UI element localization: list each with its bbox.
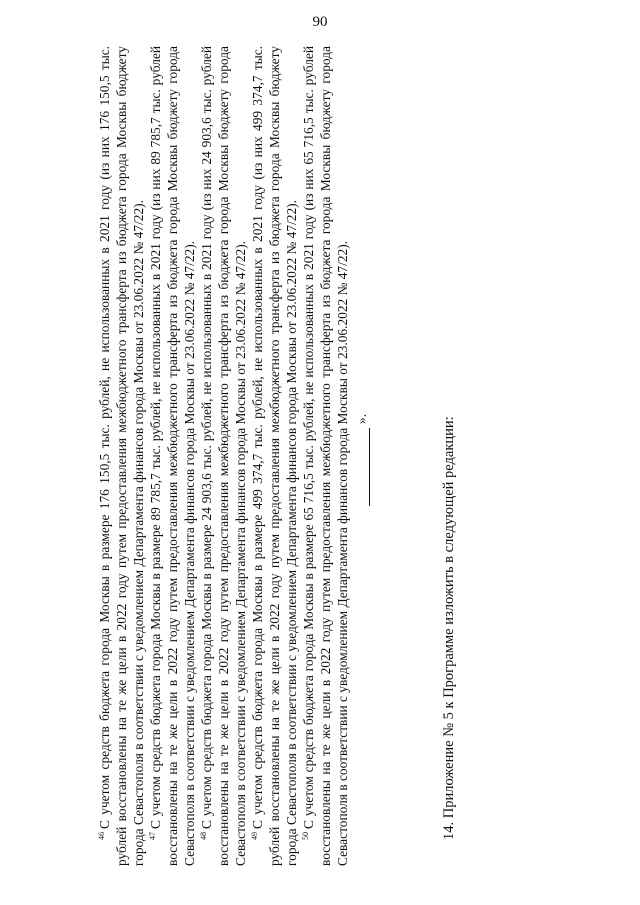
footnote-number: 49 [249,832,259,840]
rotated-content [96,46,556,866]
page-number: 90 [312,14,328,30]
footnote-text: С учетом средств бюджета города Москвы в размере 65 716,5 тыс. рублей, не использованных в 2021 году (из них 65 716,5 тыс. рублей восстановлены на те же цели в 2022 году путем предоставления межбюджетного трансферта из бюджета города Москвы бюджету города Севастополя в соответствии с уведомлением Департамента финансов города Москвы от 23.06.2022 № 47/22). [301,46,350,866]
footnote-text: С учетом средств бюджета города Москвы в размере 176 150,5 тыс. рублей, не использованных в 2021 году (из них 176 150,5 тыс. рублей восстановлены на те же цели в 2022 году путем предоставления межбюджетного трансферта из бюджета города Москвы бюджету города Севастополя в соответствии с уведомлением Департамента финансов города Москвы от 23.06.2022 № 47/22). [97,46,146,866]
footnote-48 [198,46,249,866]
footnote-47 [147,46,198,866]
footnote-49 [249,46,300,866]
footnote-text: С учетом средств бюджета города Москвы в размере 89 785,7 тыс. рублей, не использованных в 2021 году (из них 89 785,7 тыс. рублей восстановлены на те же цели в 2022 году путем предоставления межбюджетного трансферта из бюджета города Москвы бюджету города Севастополя в соответствии с уведомлением Департамента финансов города Москвы от 23.06.2022 № 47/22). [148,46,197,866]
footnote-number: 48 [198,832,208,840]
footnote-46 [96,46,147,866]
footnote-50 [300,46,351,866]
footnote-text: С учетом средств бюджета города Москвы в размере 24 903,6 тыс. рублей, не использованных в 2021 году (из них 24 903,6 тыс. рублей восстановлены на те же цели в 2022 году путем предоставления межбюджетного трансферта из бюджета города Москвы бюджету города Севастополя в соответствии с уведомлением Департамента финансов города Москвы от 23.06.2022 № 47/22). [199,46,248,866]
separator-line [355,428,370,506]
closing-quote: ». [354,413,369,424]
amendment-instruction: 14. Приложение № 5 к Программе изложить в следующей редакции: [441,416,457,840]
footnote-text: С учетом средств бюджета города Москвы в размере 499 374,7 тыс. рублей, не использованных в 2021 году (из них 499 374,7 тыс. рублей восстановлены на те же цели в 2022 году путем предоставления межбюджетного трансферта из бюджета города Москвы бюджету города Севастополя в соответствии с уведомлением Департамента финансов города Москвы от 23.06.2022 № 47/22). [250,46,299,866]
footnote-number: 46 [96,832,106,840]
footnote-separator [353,46,375,866]
footnote-number: 50 [300,832,310,840]
footnote-number: 47 [147,832,157,840]
